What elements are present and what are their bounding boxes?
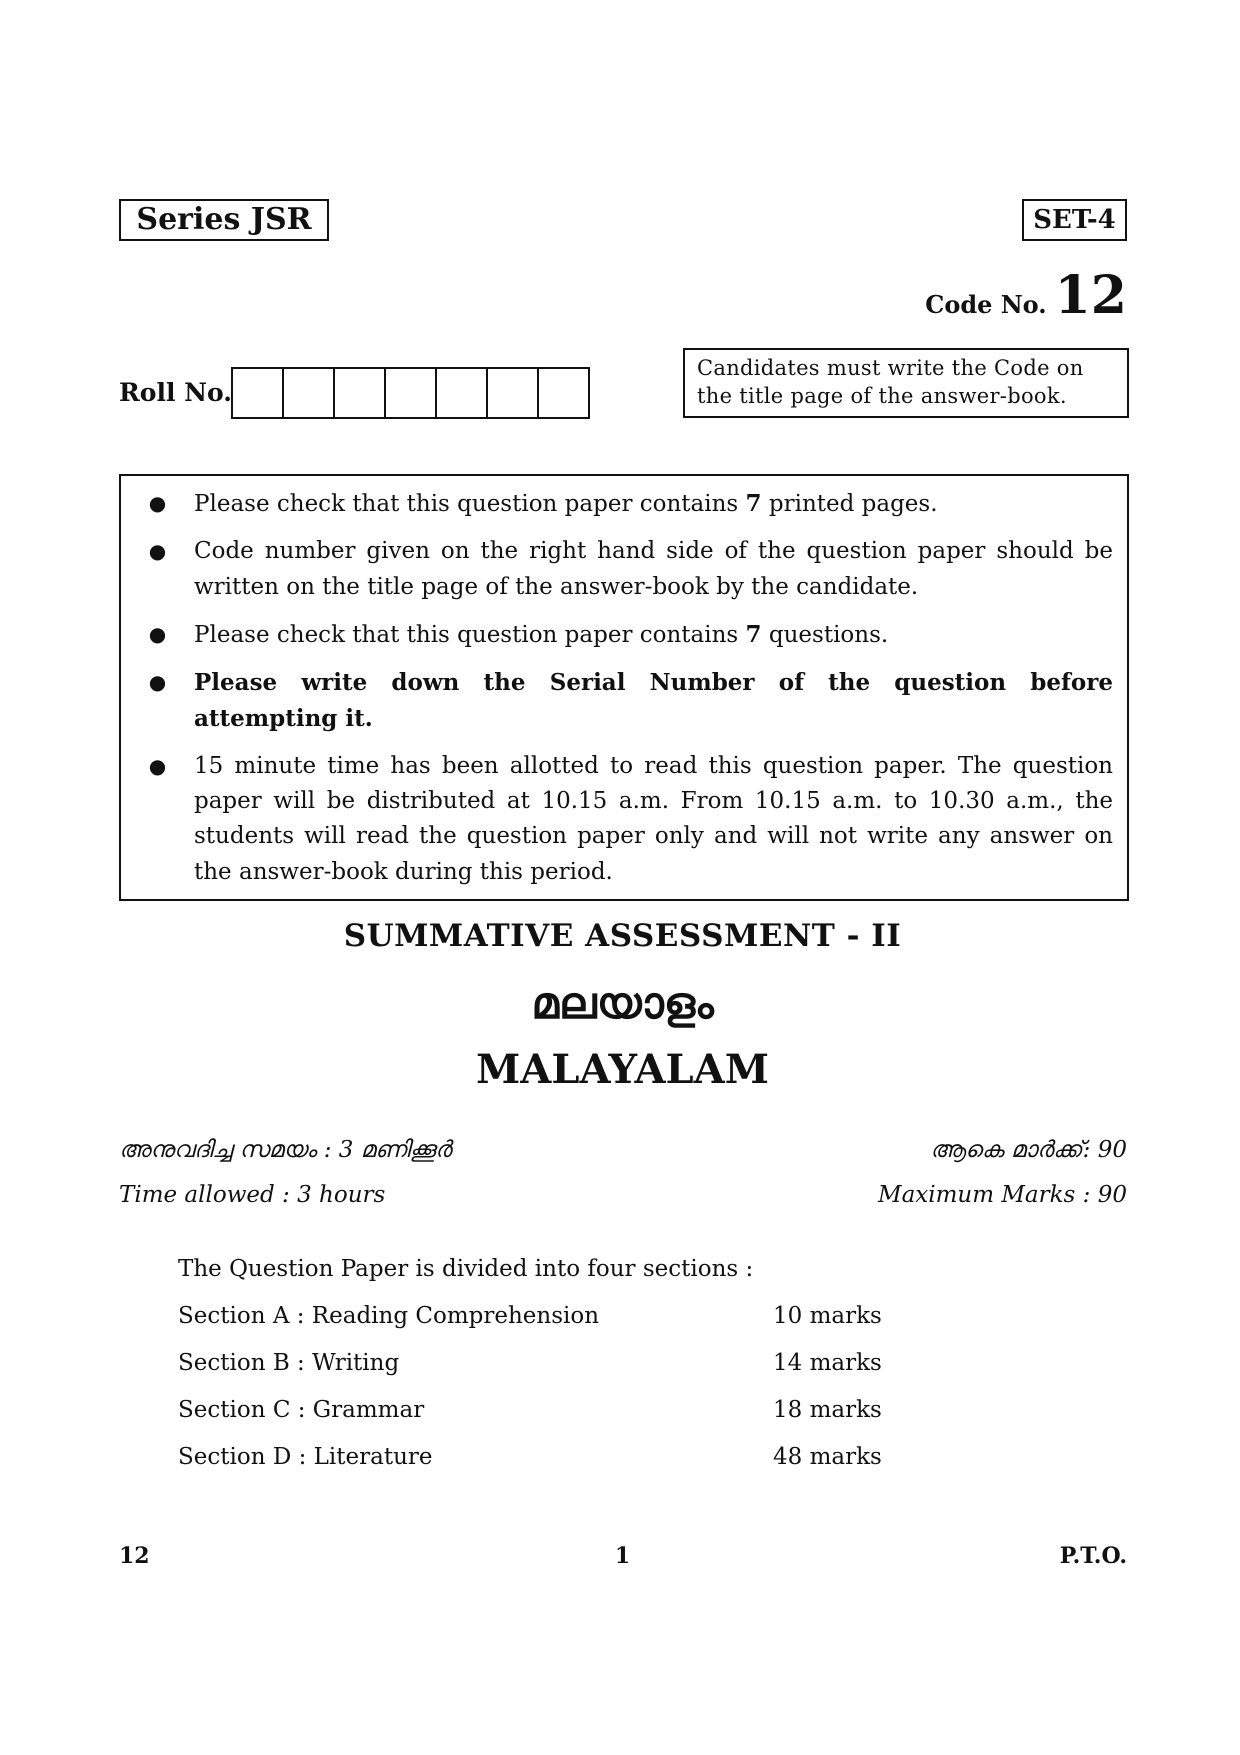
- assessment-title: SUMMATIVE ASSESSMENT - II: [343, 918, 902, 954]
- series-label: Series JSR: [119, 199, 329, 241]
- roll-number-cell[interactable]: [335, 369, 386, 417]
- bullet-icon: ●: [148, 491, 167, 515]
- instruction-item: [121, 486, 1113, 522]
- section-marks: 18 marks: [773, 1397, 882, 1423]
- instruction-text: 15 minute time has been allotted to read this question paper. The question paper will be distributed at 10.15 a.m. From 10.15 a.m. to 10.30 a.m., the students will read the question paper only and will not write any answer on the answer-book during this period.: [194, 753, 1113, 885]
- section-marks: 14 marks: [773, 1350, 882, 1376]
- subject-title-malayalam: മലയാളം: [531, 978, 714, 1029]
- time-allowed-malayalam: അനുവദിച്ച സമയം : 3 മണിക്കൂർ: [119, 1137, 452, 1163]
- maximum-marks-english: Maximum Marks : 90: [878, 1182, 1127, 1208]
- section-row: [178, 1348, 882, 1378]
- roll-number-boxes: [231, 367, 590, 419]
- roll-number-cell[interactable]: [539, 369, 588, 417]
- section-marks: 48 marks: [773, 1444, 882, 1470]
- instruction-item: [121, 665, 1113, 737]
- code-number-line: [925, 265, 1127, 326]
- set-label: SET-4: [1022, 199, 1127, 241]
- section-marks: 10 marks: [773, 1303, 882, 1329]
- roll-number-cell[interactable]: [233, 369, 284, 417]
- instruction-text: Please check that this question paper contains 7 questions.: [194, 621, 889, 648]
- subject-title-english: MALAYALAM: [476, 1046, 769, 1093]
- section-name: Section D : Literature: [178, 1444, 433, 1470]
- roll-number-cell[interactable]: [386, 369, 437, 417]
- instruction-text: Please check that this question paper contains 7 printed pages.: [194, 490, 938, 517]
- maximum-marks-malayalam: ആകെ മാർക്ക്: 90: [930, 1137, 1127, 1163]
- section-row: [178, 1395, 882, 1425]
- code-number: 12: [1054, 265, 1127, 326]
- instruction-item: [121, 534, 1113, 605]
- footer-code: 12: [119, 1543, 150, 1569]
- bullet-icon: ●: [148, 754, 167, 778]
- roll-number-label: Roll No.: [119, 378, 232, 407]
- section-name: Section C : Grammar: [178, 1397, 425, 1423]
- sections-list: [178, 1254, 882, 1489]
- instruction-item: [121, 617, 1113, 653]
- page-number: 1: [614, 1543, 631, 1569]
- section-row: [178, 1301, 882, 1331]
- bullet-icon: ●: [148, 539, 167, 563]
- instruction-text: Please write down the Serial Number of the question before attempting it.: [194, 669, 1113, 732]
- section-name: Section A : Reading Comprehension: [178, 1303, 600, 1329]
- bullet-icon: ●: [148, 622, 167, 646]
- instructions-box: [119, 474, 1129, 901]
- time-allowed-english: Time allowed : 3 hours: [119, 1182, 386, 1208]
- instruction-item: [121, 749, 1113, 890]
- section-row: [178, 1442, 882, 1472]
- roll-number-cell[interactable]: [437, 369, 488, 417]
- bullet-icon: ●: [148, 670, 167, 694]
- code-label: Code No.: [925, 290, 1047, 319]
- please-turn-over: P.T.O.: [1059, 1543, 1127, 1569]
- candidates-code-note: Candidates must write the Code on the title page of the answer-book.: [683, 348, 1129, 418]
- roll-number-cell[interactable]: [284, 369, 335, 417]
- sections-intro: The Question Paper is divided into four sections :: [178, 1256, 754, 1282]
- roll-number-cell[interactable]: [488, 369, 539, 417]
- section-name: Section B : Writing: [178, 1350, 400, 1376]
- instruction-text: Code number given on the right hand side of the question paper should be written on the title page of the answer-book by the candidate.: [194, 538, 1113, 600]
